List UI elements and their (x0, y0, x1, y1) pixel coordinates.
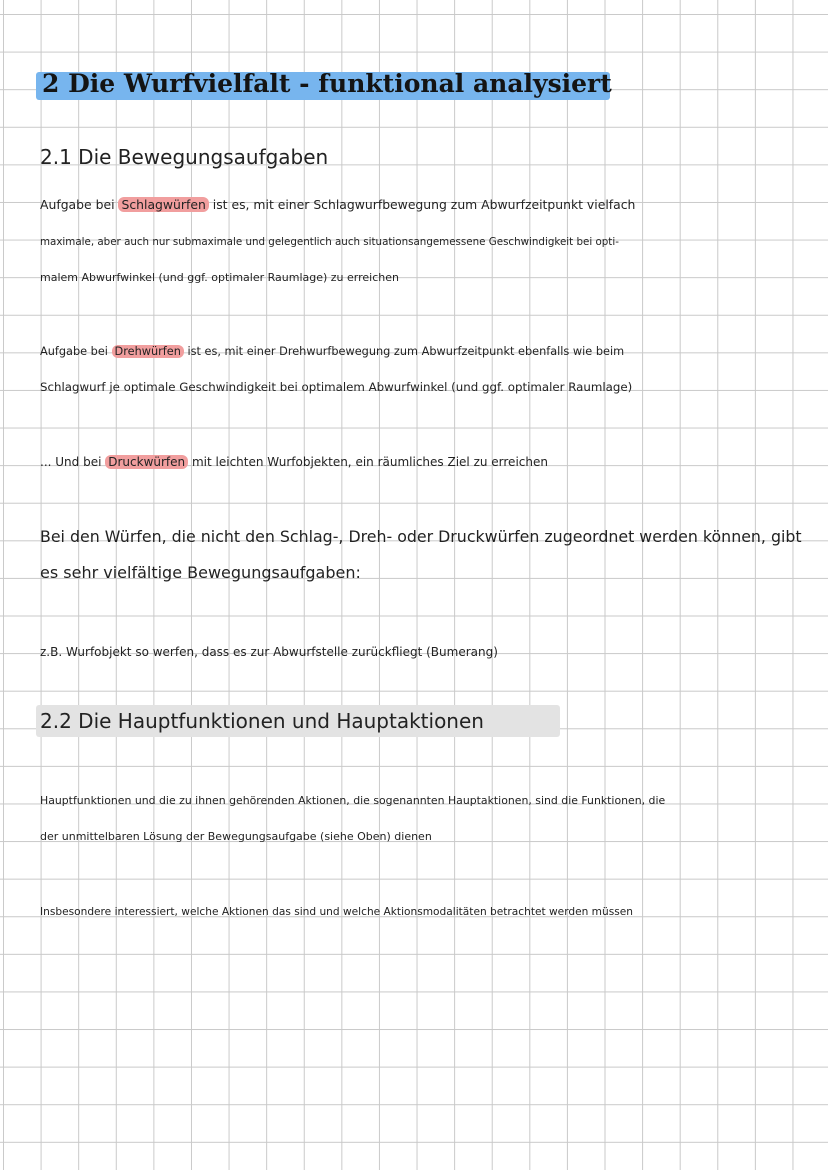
paragraph-lead: Aufgabe bei (40, 345, 108, 358)
paragraph-lead: Aufgabe bei (40, 197, 115, 212)
paragraph-hauptfunktionen-line2: der unmittelbaren Lösung der Bewegungsaufgabe (siehe Oben) dienen (40, 830, 432, 843)
paragraph-schlagwurf-line1 (40, 197, 635, 212)
section-heading-bewegungsaufgaben: 2.1 Die Bewegungsaufgaben (40, 145, 329, 169)
paragraph-drehwurf-line2: Schlagwurf je optimale Geschwindigkeit bei optimalem Abwurfwinkel (und ggf. optimaler Raumlage) (40, 380, 633, 394)
paragraph-insbesondere: Insbesondere interessiert, welche Aktionen das sind und welche Aktionsmodalitäten betrachtet werden müssen (40, 906, 633, 918)
term-drehwuerfen: Drehwürfen (112, 345, 184, 358)
page-title (36, 66, 616, 102)
section-heading-hauptfunktionen: 2.2 Die Hauptfunktionen und Hauptaktionen (40, 709, 484, 733)
paragraph-schlagwurf-line3: malem Abwurfwinkel (und ggf. optimaler Raumlage) zu erreichen (40, 271, 399, 284)
term-schlagwuerfen: Schlagwürfen (118, 197, 208, 212)
paragraph-druckwurf (40, 455, 548, 469)
paragraph-rest: mit leichten Wurfobjekten, ein räumliches Ziel zu erreichen (191, 455, 548, 469)
paragraph-rest: ist es, mit einer Drehwurfbewegung zum Abwurfzeitpunkt ebenfalls wie beim (187, 345, 625, 358)
paragraph-sonstige-line1: Bei den Würfen, die nicht den Schlag-, Dreh- oder Druckwürfen zugeordnet werden können, gibt (40, 527, 802, 546)
paragraph-rest: ist es, mit einer Schlagwurfbewegung zum Abwurfzeitpunkt vielfach (212, 197, 636, 212)
paragraph-beispiel: z.B. Wurfobjekt so werfen, dass es zur Abwurfstelle zurückfliegt (Bumerang) (40, 645, 498, 659)
paragraph-drehwurf-line1 (40, 345, 624, 358)
paragraph-schlagwurf-line2: maximale, aber auch nur submaximale und gelegentlich auch situationsangemessene Geschwindigkeit bei opti- (40, 236, 619, 248)
paragraph-lead: ... Und bei (40, 455, 102, 469)
paragraph-sonstige-line2: es sehr vielfältige Bewegungsaufgaben: (40, 563, 361, 582)
term-druckwuerfen: Druckwürfen (105, 455, 188, 469)
paragraph-hauptfunktionen-line1: Hauptfunktionen und die zu ihnen gehörenden Aktionen, die sogenannten Hauptaktionen, sind die Funktionen, die (40, 794, 666, 807)
page-title-text: 2 Die Wurfvielfalt - funktional analysiert (42, 69, 612, 98)
